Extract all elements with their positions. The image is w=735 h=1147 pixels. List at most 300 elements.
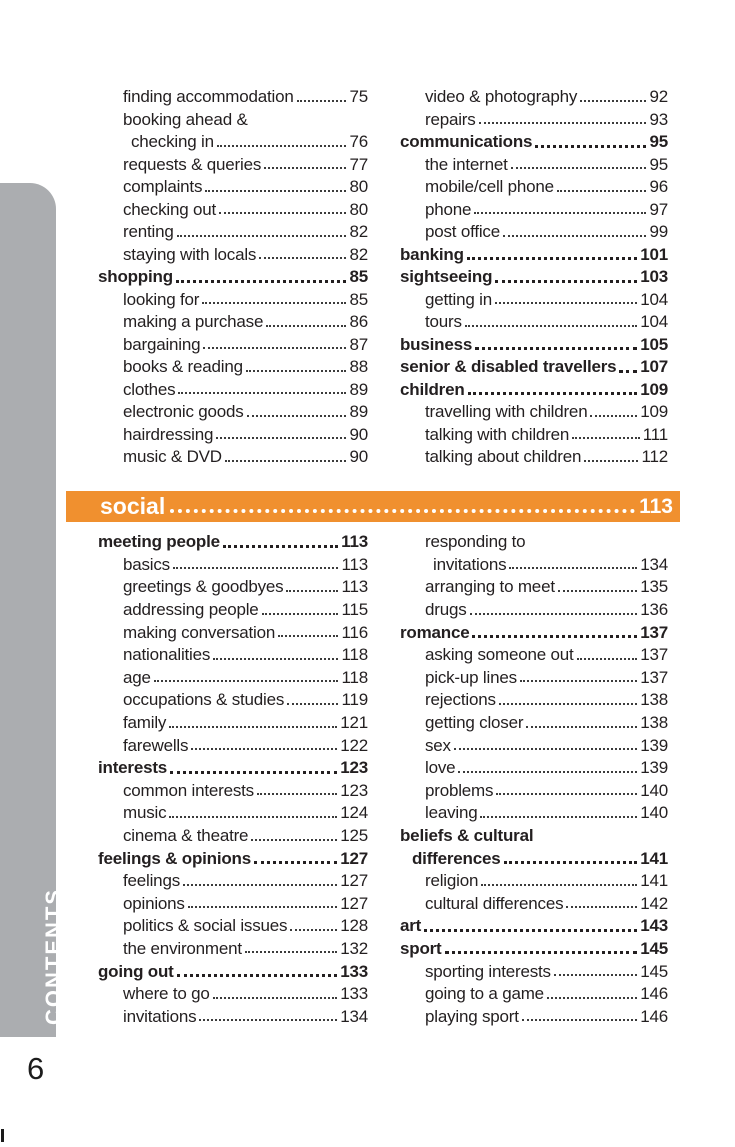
dotted-leader <box>247 415 347 417</box>
toc-entry-label: children <box>400 379 465 399</box>
toc-entry <box>400 893 668 916</box>
toc-entry-label: religion <box>425 871 479 891</box>
toc-entry-page: 140 <box>640 803 668 823</box>
toc-entry-label: beliefs & cultural <box>400 826 534 846</box>
toc-entry-page: 125 <box>340 826 368 846</box>
toc-entry-label: music <box>123 803 167 823</box>
toc-entry <box>98 802 368 825</box>
toc-entry-label: getting in <box>425 289 492 309</box>
toc-entry <box>400 870 668 893</box>
toc-entry <box>98 446 368 469</box>
toc-entry-label: problems <box>425 780 494 800</box>
toc-entry <box>400 621 668 644</box>
toc-entry <box>98 599 368 622</box>
toc-entry-label: booking ahead & <box>123 109 248 129</box>
toc-entry <box>98 870 368 893</box>
toc-entry-label: farewells <box>123 735 189 755</box>
toc-entry-label: invitations <box>123 1006 197 1026</box>
toc-entry-page: 112 <box>641 447 668 467</box>
toc-entry-page: 77 <box>349 154 368 174</box>
toc-entry-label: sporting interests <box>425 961 551 981</box>
toc-entry-label: finding accommodation <box>123 87 294 107</box>
dotted-leader <box>475 347 637 350</box>
toc-entry <box>98 893 368 916</box>
sidebar-vertical-label: CONTENTS <box>41 888 66 1025</box>
toc-entry <box>400 446 668 469</box>
toc-entry <box>400 712 668 735</box>
toc-entry-page: 132 <box>340 938 368 958</box>
toc-entry-label: addressing people <box>123 600 259 620</box>
dotted-leader <box>566 906 637 908</box>
toc-entry-page: 139 <box>640 758 668 778</box>
toc-entry <box>98 780 368 803</box>
toc-entry <box>98 176 368 199</box>
toc-entry <box>98 131 368 154</box>
toc-entry-page: 138 <box>640 713 668 733</box>
toc-entry <box>98 244 368 267</box>
toc-entry <box>400 379 668 402</box>
dotted-leader <box>511 167 647 169</box>
toc-entry-page: 134 <box>640 554 668 574</box>
toc-entry-label: phone <box>425 199 472 219</box>
dotted-leader <box>216 437 346 439</box>
toc-entry <box>400 266 668 289</box>
toc-entry-label: travelling with children <box>425 402 588 422</box>
toc-social-section <box>98 531 668 1028</box>
toc-entry-label: interests <box>98 758 168 778</box>
print-crop-mark <box>1 1129 4 1142</box>
toc-entry-label: video & photography <box>425 87 578 107</box>
toc-entry-page: 89 <box>349 379 368 399</box>
toc-entry-page: 113 <box>341 532 368 552</box>
toc-entry <box>400 938 668 961</box>
toc-entry-label: age <box>123 667 151 687</box>
toc-entry <box>98 825 368 848</box>
toc-entry-page: 111 <box>642 424 668 444</box>
dotted-leader <box>246 370 347 372</box>
toc-entry-page: 99 <box>649 222 668 242</box>
toc-entry-page: 116 <box>341 622 368 642</box>
toc-entry-label: romance <box>400 622 470 642</box>
toc-entry-page: 135 <box>640 577 668 597</box>
toc-entry-page: 115 <box>341 600 368 620</box>
dotted-leader <box>470 613 638 615</box>
toc-entry-page: 137 <box>640 645 668 665</box>
toc-entry-page: 137 <box>640 667 668 687</box>
toc-entry-page: 140 <box>640 780 668 800</box>
dotted-leader <box>188 906 338 908</box>
toc-entry <box>400 109 668 132</box>
dotted-leader <box>266 325 346 327</box>
toc-entry-page: 113 <box>341 577 368 597</box>
dotted-leader <box>526 726 637 728</box>
toc-entry-label: checking in <box>131 132 214 152</box>
toc-entry <box>400 667 668 690</box>
toc-entry <box>400 960 668 983</box>
toc-entry-page: 109 <box>640 379 668 399</box>
toc-entry-label: going to a game <box>425 984 544 1004</box>
toc-entry-label: sightseeing <box>400 267 493 287</box>
toc-entry <box>400 757 668 780</box>
toc-entry-label: politics & social issues <box>123 916 288 936</box>
toc-entry-label: post office <box>425 222 500 242</box>
toc-social-right-column <box>400 531 668 1028</box>
dotted-leader <box>580 100 646 102</box>
dotted-leader <box>287 703 338 705</box>
toc-entry-page: 136 <box>640 600 668 620</box>
dotted-leader <box>496 793 637 795</box>
toc-entry <box>98 757 368 780</box>
toc-entry <box>98 621 368 644</box>
chapter-banner-page: 113 <box>639 494 673 518</box>
toc-entry <box>400 847 668 870</box>
toc-entry-label: rejections <box>425 690 496 710</box>
toc-entry-label: asking someone out <box>425 645 574 665</box>
toc-entry-page: 86 <box>349 312 368 332</box>
toc-entry <box>400 154 668 177</box>
dotted-leader <box>203 347 346 349</box>
social-chapter-banner <box>66 491 680 522</box>
toc-entry <box>98 644 368 667</box>
toc-entry-label: common interests <box>123 780 254 800</box>
dotted-leader <box>499 703 637 705</box>
toc-entry-page: 89 <box>349 402 368 422</box>
toc-entry-page: 80 <box>349 199 368 219</box>
toc-social-left-column <box>98 531 368 1028</box>
toc-entry <box>98 356 368 379</box>
toc-entry-page: 113 <box>341 554 368 574</box>
dotted-leader <box>177 974 338 977</box>
dotted-leader <box>225 460 347 462</box>
toc-entry <box>400 334 668 357</box>
toc-entry-page: 123 <box>340 780 368 800</box>
toc-entry-page: 141 <box>640 871 668 891</box>
dotted-leader <box>465 325 637 327</box>
toc-entry <box>400 424 668 447</box>
dotted-leader <box>183 884 337 886</box>
toc-entry-label: music & DVD <box>123 447 222 467</box>
toc-entry-label: books & reading <box>123 357 243 377</box>
toc-entry-label: responding to <box>425 532 526 552</box>
toc-entry-label: going out <box>98 961 174 981</box>
toc-entry <box>400 689 668 712</box>
toc-entry-label: repairs <box>425 109 476 129</box>
toc-entry-label: complaints <box>123 177 203 197</box>
dotted-leader <box>458 771 637 773</box>
toc-entry-page: 138 <box>640 690 668 710</box>
toc-entry-label: cultural differences <box>425 893 564 913</box>
dotted-leader <box>154 680 339 682</box>
toc-entry-label: talking with children <box>425 424 570 444</box>
toc-entry <box>98 334 368 357</box>
dotted-leader <box>522 1019 637 1021</box>
dotted-leader <box>547 997 637 999</box>
dotted-leader <box>467 257 637 260</box>
dotted-leader <box>176 280 347 283</box>
contents-sidebar-tab <box>0 183 66 1037</box>
dotted-leader <box>178 392 346 394</box>
toc-entry-label: banking <box>400 244 464 264</box>
dotted-leader <box>481 884 637 886</box>
toc-entry <box>400 289 668 312</box>
toc-entry <box>400 131 668 154</box>
dotted-leader <box>251 839 337 841</box>
toc-entry-page: 142 <box>640 893 668 913</box>
toc-entry <box>400 983 668 1006</box>
toc-entry-label: differences <box>412 848 501 868</box>
toc-entry <box>98 938 368 961</box>
toc-entry-page: 123 <box>340 758 368 778</box>
toc-entry <box>98 266 368 289</box>
toc-entry-page: 143 <box>640 916 668 936</box>
toc-entry-page: 118 <box>341 667 368 687</box>
toc-entry-page: 96 <box>649 177 668 197</box>
dotted-leader <box>290 929 337 931</box>
dotted-leader <box>170 509 635 513</box>
toc-entry-page: 104 <box>640 289 668 309</box>
toc-entry-label: leaving <box>425 803 478 823</box>
toc-entry-page: 145 <box>640 961 668 981</box>
toc-entry-label: feelings & opinions <box>98 848 251 868</box>
toc-entry-label: talking about children <box>425 447 582 467</box>
toc-entry-page: 119 <box>341 690 368 710</box>
dotted-leader <box>219 212 346 214</box>
toc-entry-label: basics <box>123 554 170 574</box>
toc-entry-label: meeting people <box>98 532 220 552</box>
toc-entry-page: 127 <box>340 848 368 868</box>
toc-entry-label: where to go <box>123 984 210 1004</box>
toc-entry-page: 97 <box>649 199 668 219</box>
toc-entry-label: communications <box>400 132 533 152</box>
toc-entry-page: 85 <box>349 289 368 309</box>
dotted-leader <box>297 100 347 102</box>
toc-entry <box>400 576 668 599</box>
dotted-leader <box>472 635 637 638</box>
dotted-leader <box>424 929 637 932</box>
dotted-leader <box>169 726 337 728</box>
toc-entry-label: renting <box>123 222 174 242</box>
toc-entry-page: 133 <box>340 984 368 1004</box>
toc-entry-label: playing sport <box>425 1006 519 1026</box>
toc-entry-page: 124 <box>340 803 368 823</box>
toc-entry <box>98 554 368 577</box>
toc-entry-label: sport <box>400 938 442 958</box>
toc-entry <box>400 531 668 554</box>
chapter-banner-label: social <box>100 493 166 519</box>
toc-entry-page: 82 <box>349 222 368 242</box>
dotted-leader <box>223 545 338 548</box>
toc-entry-page: 128 <box>340 916 368 936</box>
dotted-leader <box>590 415 637 417</box>
dotted-leader <box>191 748 337 750</box>
toc-entry-label: looking for <box>123 289 200 309</box>
toc-entry-label: nationalities <box>123 645 211 665</box>
toc-entry-label: business <box>400 334 473 354</box>
dotted-leader <box>619 370 637 373</box>
toc-entry <box>98 199 368 222</box>
toc-entry-page: 146 <box>640 1006 668 1026</box>
toc-entry <box>400 244 668 267</box>
toc-entry <box>98 289 368 312</box>
toc-entry-label: the internet <box>425 154 508 174</box>
dotted-leader <box>503 235 647 237</box>
toc-entry <box>98 379 368 402</box>
toc-entry <box>400 356 668 379</box>
toc-entry-page: 87 <box>349 334 368 354</box>
dotted-leader <box>509 567 637 569</box>
toc-entry-label: sex <box>425 735 451 755</box>
dotted-leader <box>278 635 338 637</box>
dotted-leader <box>259 257 346 259</box>
toc-entry-label: electronic goods <box>123 402 244 422</box>
toc-entry <box>400 825 668 848</box>
toc-entry-label: the environment <box>123 938 242 958</box>
toc-entry-label: mobile/cell phone <box>425 177 554 197</box>
dotted-leader <box>584 460 638 462</box>
dotted-leader <box>245 951 337 953</box>
dotted-leader <box>474 212 646 214</box>
toc-entry-page: 85 <box>349 267 368 287</box>
toc-entry-page: 145 <box>640 938 668 958</box>
toc-entry-page: 93 <box>649 109 668 129</box>
toc-entry-page: 127 <box>340 871 368 891</box>
toc-entry-label: love <box>425 758 456 778</box>
toc-entry <box>98 983 368 1006</box>
toc-entry-page: 118 <box>341 645 368 665</box>
toc-entry <box>98 960 368 983</box>
dotted-leader <box>495 280 637 283</box>
toc-entry-page: 92 <box>649 87 668 107</box>
toc-entry <box>400 401 668 424</box>
dotted-leader <box>286 590 338 592</box>
toc-entry <box>400 644 668 667</box>
toc-entry-page: 90 <box>349 424 368 444</box>
toc-entry <box>400 311 668 334</box>
toc-entry-label: feelings <box>123 871 180 891</box>
toc-entry <box>98 847 368 870</box>
toc-entry-label: making a purchase <box>123 312 264 332</box>
toc-entry-page: 137 <box>640 622 668 642</box>
toc-entry <box>400 780 668 803</box>
dotted-leader <box>262 613 339 615</box>
toc-entry-label: making conversation <box>123 622 276 642</box>
dotted-leader <box>577 658 638 660</box>
toc-entry <box>98 734 368 757</box>
toc-entry <box>400 915 668 938</box>
toc-entry-page: 95 <box>649 154 668 174</box>
toc-entry-label: getting closer <box>425 713 524 733</box>
dotted-leader <box>213 997 338 999</box>
toc-entry-label: invitations <box>433 554 507 574</box>
toc-entry <box>98 86 368 109</box>
toc-entry-page: 104 <box>640 312 668 332</box>
toc-entry <box>400 221 668 244</box>
toc-entry-page: 105 <box>640 334 668 354</box>
toc-entry <box>98 915 368 938</box>
toc-entry-page: 80 <box>349 177 368 197</box>
toc-entry-label: arranging to meet <box>425 577 555 597</box>
toc-entry <box>98 311 368 334</box>
toc-entry-page: 101 <box>640 244 668 264</box>
toc-entry-page: 76 <box>349 132 368 152</box>
toc-top-right-column <box>400 86 668 469</box>
dotted-leader <box>520 680 637 682</box>
toc-top-left-column <box>98 86 368 469</box>
dotted-leader <box>199 1019 337 1021</box>
toc-entry-label: staying with locals <box>123 244 257 264</box>
toc-entry <box>400 1005 668 1028</box>
dotted-leader <box>170 771 337 774</box>
toc-entry-label: tours <box>425 312 462 332</box>
toc-entry-label: checking out <box>123 199 217 219</box>
toc-entry-page: 122 <box>340 735 368 755</box>
toc-entry-page: 146 <box>640 984 668 1004</box>
toc-entry <box>400 554 668 577</box>
dotted-leader <box>445 951 638 954</box>
toc-entry-page: 121 <box>340 713 368 733</box>
toc-top-section <box>98 86 668 469</box>
dotted-leader <box>572 437 640 439</box>
toc-entry-label: art <box>400 916 422 936</box>
toc-entry-page: 82 <box>349 244 368 264</box>
dotted-leader <box>254 861 337 864</box>
toc-entry-page: 103 <box>640 267 668 287</box>
dotted-leader <box>558 590 637 592</box>
dotted-leader <box>202 302 346 304</box>
dotted-leader <box>504 861 638 864</box>
toc-entry <box>400 734 668 757</box>
toc-entry-page: 88 <box>349 357 368 377</box>
toc-entry-label: clothes <box>123 379 176 399</box>
dotted-leader <box>205 190 346 192</box>
toc-entry-page: 139 <box>640 735 668 755</box>
dotted-leader <box>264 167 346 169</box>
dotted-leader <box>213 658 338 660</box>
toc-entry-label: greetings & goodbyes <box>123 577 284 597</box>
dotted-leader <box>177 235 347 237</box>
dotted-leader <box>557 190 647 192</box>
toc-entry-label: occupations & studies <box>123 690 285 710</box>
toc-entry <box>400 176 668 199</box>
toc-entry <box>400 199 668 222</box>
toc-entry-page: 133 <box>340 961 368 981</box>
toc-entry-label: family <box>123 713 167 733</box>
toc-entry-label: requests & queries <box>123 154 262 174</box>
toc-entry <box>98 221 368 244</box>
toc-entry-page: 127 <box>340 893 368 913</box>
dotted-leader <box>535 145 646 148</box>
toc-entry-label: hairdressing <box>123 424 214 444</box>
toc-entry-label: senior & disabled travellers <box>400 357 617 377</box>
toc-entry <box>400 86 668 109</box>
toc-entry <box>98 401 368 424</box>
toc-entry <box>400 599 668 622</box>
toc-entry <box>98 689 368 712</box>
toc-entry-page: 109 <box>640 402 668 422</box>
toc-entry <box>98 531 368 554</box>
toc-entry <box>98 712 368 735</box>
toc-entry <box>98 154 368 177</box>
toc-entry <box>98 109 368 132</box>
dotted-leader <box>454 748 637 750</box>
dotted-leader <box>173 567 338 569</box>
toc-entry-page: 95 <box>649 132 668 152</box>
toc-entry-label: shopping <box>98 267 173 287</box>
toc-entry-label: drugs <box>425 600 467 620</box>
toc-entry <box>400 802 668 825</box>
toc-entry <box>98 1005 368 1028</box>
toc-entry-label: bargaining <box>123 334 201 354</box>
